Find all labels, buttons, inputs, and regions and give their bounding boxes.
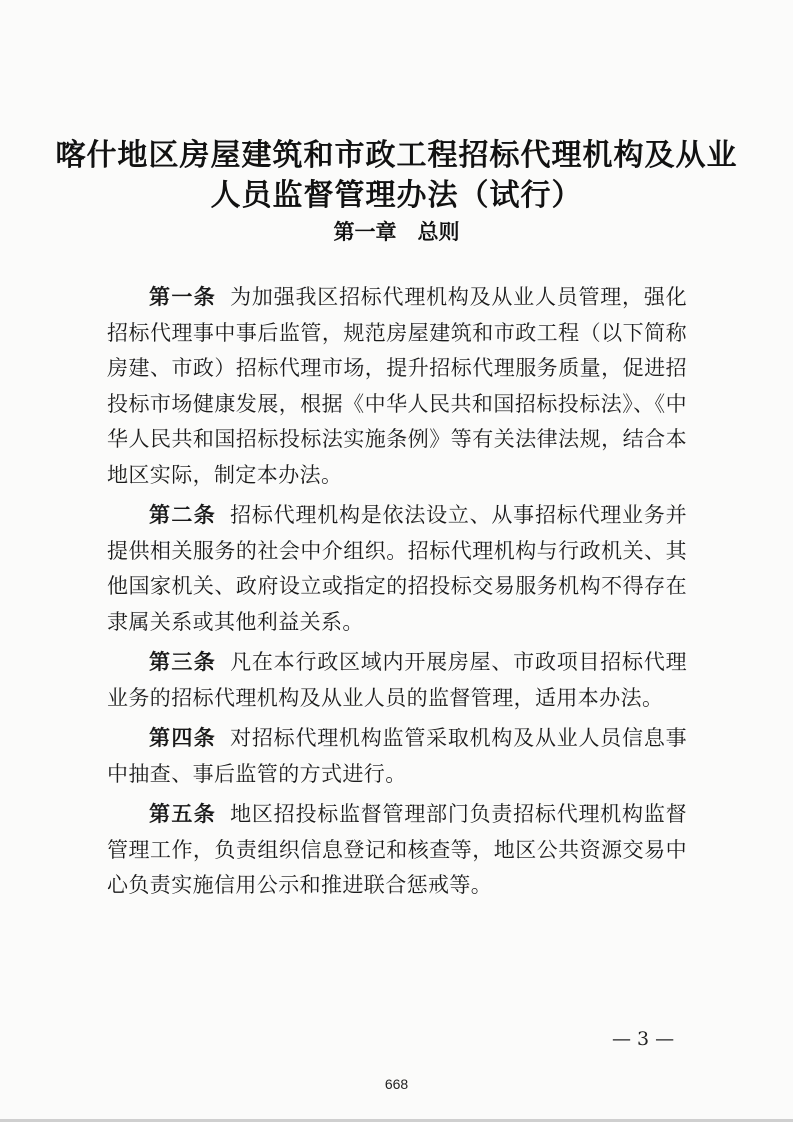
article-1-label: 第一条: [149, 285, 217, 309]
stamp-number: 668: [384, 1076, 409, 1092]
article-5: [107, 797, 687, 904]
article-4: [107, 721, 687, 792]
document-body: [107, 280, 687, 909]
document-title-line-1: 喀什地区房屋建筑和市政工程招标代理机构及从业: [55, 138, 738, 173]
article-1-text: 为加强我区招标代理机构及从业人员管理，强化招标代理事中事后监管，规范房屋建筑和市政工程（以下简称房建、市政）招标代理市场，提升招标代理服务质量，促进招投标市场健康发展，根据《中华人民共和国招标投标法》、《中华人民共和国招标投标法实施条例》等有关法律法规，结合本地区实际，制定本办法。: [107, 285, 687, 487]
article-2-label: 第二条: [149, 503, 217, 527]
article-4-text: 对招标代理机构监管采取机构及从业人员信息事中抽查、事后监管的方式进行。: [107, 726, 687, 786]
article-3: [107, 645, 687, 716]
article-3-label: 第三条: [149, 650, 217, 674]
article-2: [107, 498, 687, 640]
article-4-label: 第四条: [149, 726, 217, 750]
article-5-text: 地区招投标监督管理部门负责招标代理机构监督管理工作，负责组织信息登记和核查等，地区公共资源交易中心负责实施信用公示和推进联合惩戒等。: [107, 802, 687, 897]
article-3-text: 凡在本行政区域内开展房屋、市政项目招标代理业务的招标代理机构及从业人员的监督管理，适用本办法。: [107, 650, 687, 710]
article-5-label: 第五条: [149, 802, 217, 826]
document-title-line-2: 人员监督管理办法（试行）: [210, 178, 583, 213]
chapter-heading: 第一章 总则: [333, 220, 460, 244]
article-2-text: 招标代理机构是依法设立、从事招标代理业务并提供相关服务的社会中介组织。招标代理机构与行政机关、其他国家机关、政府设立或指定的招投标交易服务机构不得存在隶属关系或其他利益关系。: [107, 503, 687, 634]
page-number: — 3 —: [612, 1028, 675, 1050]
article-1: [107, 280, 687, 493]
